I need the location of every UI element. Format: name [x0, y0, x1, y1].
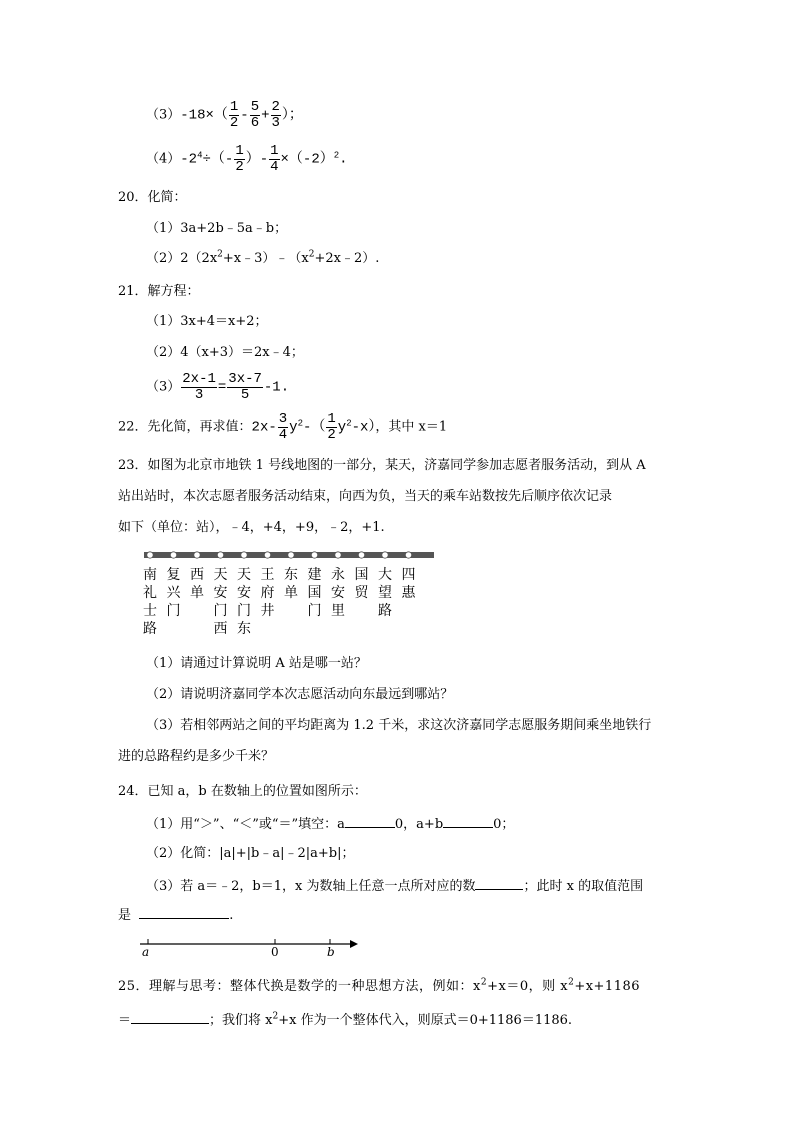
station-dot: [264, 552, 270, 558]
q23-line2: 站出站时，本次志愿者服务活动结束，向西为负，当天的乘车站数按先后顺序依次记录: [118, 489, 613, 504]
q22-m5: -x）: [351, 419, 376, 436]
exponent: 2: [217, 249, 223, 260]
station-char: 复: [166, 567, 181, 583]
station-dot: [335, 552, 341, 558]
axis-label-b: b: [327, 945, 335, 959]
q25-l2-c: +x 作为一个整体代入，则原式＝0+1186＝1186.: [278, 1013, 573, 1028]
q21-title: 21．解方程：: [118, 284, 200, 299]
station-dot: [241, 552, 247, 558]
q24-p3-a: （3）若 a＝﹣2，b＝1，x 为数轴上任意一点所对应的数: [146, 879, 476, 894]
q24-p1-b: 0，a+b: [394, 817, 444, 832]
station-dot: [217, 552, 223, 558]
axis-label-a: a: [142, 945, 150, 959]
station-char: 里: [331, 603, 345, 619]
answer-blank[interactable]: [475, 878, 523, 890]
station-char: 大: [378, 567, 392, 583]
q22-pre: 22．先化简，再求值：: [118, 419, 252, 435]
operator: +: [261, 107, 270, 124]
station-char: 礼: [143, 585, 157, 601]
q19-p3-label: （3）: [146, 107, 181, 123]
fraction: $\frac{1}{2}$: [235, 143, 244, 175]
q25-l1-a: 25．理解与思考：整体代换是数学的一种思想方法，例如：x: [118, 979, 481, 994]
station-char: 天: [237, 567, 251, 583]
q25-l1-c: +x+1186: [574, 979, 641, 994]
exponent: 2: [346, 418, 352, 429]
q19-part4: [146, 144, 348, 174]
q22-m3: -（: [302, 419, 326, 436]
station-char: 西: [213, 621, 228, 637]
exponent: 2: [333, 150, 340, 161]
q24-part1: [146, 816, 514, 831]
station-dot: [288, 552, 294, 558]
station-char: 南: [143, 567, 157, 583]
answer-blank[interactable]: [443, 816, 493, 828]
q24-p4-b: .: [229, 908, 234, 923]
q19-part3: [146, 100, 303, 130]
q23-line3: 如下（单位：站），﹣4，+4，+9，﹣2，+1.: [118, 520, 385, 535]
q22: [118, 412, 447, 442]
q21-p3-label: （3）: [146, 379, 181, 395]
q19-p4-label: （4）: [146, 151, 181, 167]
q19-p3-post: ）；: [281, 107, 303, 124]
station-char: 东: [237, 621, 251, 637]
fraction: $\frac{2}{3}$: [271, 99, 280, 131]
station-char: 单: [190, 585, 204, 601]
station-char: 西: [190, 567, 204, 583]
q24-title: 24．已知 a，b 在数轴上的位置如图所示：: [118, 784, 367, 799]
station-name: [354, 566, 370, 602]
station-char: 惠: [401, 585, 416, 601]
q19-p3-pre: -18×（: [180, 107, 228, 124]
station-char: 士: [143, 603, 157, 619]
q22-m2: y: [289, 419, 298, 436]
station-char: 建: [307, 567, 322, 583]
station-name: [166, 566, 182, 620]
number-line: [140, 936, 360, 962]
q23-sub1: （1）请通过计算说明 A 站是哪一站？: [146, 656, 367, 671]
station-char: 四: [401, 567, 416, 583]
station-char: 门: [166, 603, 181, 619]
q24-part3-cont: [118, 907, 233, 922]
station-dot: [311, 552, 317, 558]
q25-l2-a: ＝: [118, 1013, 132, 1028]
q20-p2-c: +2x﹣2）.: [314, 251, 380, 266]
station-name: [330, 566, 346, 620]
q23-sub3a: （3）若相邻两站之间的平均距离为 1.2 千米，求这次济嘉同学志愿服务期间乘坐地铁行: [146, 718, 652, 733]
q22-m1: 2x-: [251, 419, 277, 436]
station-name: [260, 566, 276, 620]
answer-blank[interactable]: [139, 907, 229, 919]
fraction: $\frac{5}{6}$: [250, 99, 260, 131]
exponent: 4: [197, 150, 203, 161]
station-char: 安: [331, 585, 345, 601]
station-char: 王: [260, 567, 275, 583]
station-name: [213, 566, 229, 638]
station-dot: [405, 552, 411, 558]
q23-sub2: （2）请说明济嘉同学本次志愿活动向东最远到哪站？: [146, 687, 454, 702]
axis-label-0: 0: [271, 945, 279, 959]
exponent: 2: [308, 249, 315, 260]
subway-map: [144, 548, 434, 562]
station-char: 东: [284, 567, 298, 583]
q19-p4-pre: -2: [180, 151, 198, 168]
q19-p4-mid: ÷（-: [202, 151, 234, 168]
station-name: [236, 566, 252, 638]
fraction: $\frac{3x-7}{5}$: [228, 371, 262, 403]
station-dot: [147, 552, 153, 558]
q21-p3-post: -1.: [263, 379, 290, 396]
q19-p4-mid2: ）-: [245, 151, 269, 168]
fraction: $\frac{1}{4}$: [270, 143, 279, 175]
station-name: [189, 566, 205, 602]
q23-sub3b: 进的总路程约是多少千米？: [118, 749, 275, 764]
answer-blank[interactable]: [131, 1012, 209, 1024]
q25-line1: [118, 977, 641, 994]
q20-p2-a: （2）2（2x: [146, 251, 218, 266]
q24-part3: [146, 878, 643, 893]
subway-line: [144, 548, 434, 562]
station-char: 贸: [354, 585, 369, 601]
station-char: 单: [284, 585, 298, 601]
fraction: $\frac{1}{2}$: [229, 99, 239, 131]
q23-line1: 23．如图为北京市地铁 1 号线地图的一部分，某天，济嘉同学参加志愿者服务活动，到从 A: [118, 458, 646, 473]
station-char: 井: [260, 603, 275, 619]
q20-p2-b: +x﹣3）﹣（x: [222, 251, 309, 266]
fraction: $\frac{2x-1}{3}$: [182, 371, 216, 403]
q19-p4-post: ×（-2）: [280, 151, 334, 168]
station-dot: [194, 552, 200, 558]
q24-p1-c: 0；: [493, 817, 515, 832]
station-char: 望: [378, 585, 392, 601]
station-char: 永: [331, 567, 345, 583]
answer-blank[interactable]: [345, 816, 395, 828]
exponent: 2: [272, 1011, 279, 1022]
station-char: 安: [213, 585, 228, 601]
station-char: 府: [260, 585, 275, 601]
q25-l2-b: ；我们将 x: [209, 1013, 273, 1028]
exponent: 2: [480, 977, 488, 988]
station-char: 兴: [166, 585, 181, 601]
station-char: 门: [307, 603, 322, 619]
q25-line2: [118, 1012, 572, 1027]
station-char: 门: [237, 603, 251, 619]
operator: -: [240, 107, 249, 124]
station-char: 路: [143, 621, 157, 637]
station-dot: [382, 552, 388, 558]
q21-part1: （1）3x+4＝x+2；: [146, 314, 268, 329]
station-name: [307, 566, 323, 620]
station-char: 天: [213, 567, 228, 583]
q20-part2: [146, 249, 380, 266]
q21-part3: [146, 372, 289, 402]
axis-arrow: [350, 940, 358, 948]
fraction: $\frac{3}{4}$: [278, 411, 288, 443]
q24-p1-a: （1）用“＞”、“＜”或“＝”填空：a: [146, 817, 345, 832]
q24-part2: （2）化简：|a|+|b﹣a|﹣2|a+b|；: [146, 846, 355, 861]
q20-part1: （1）3a+2b﹣5a﹣b；: [146, 221, 288, 236]
fraction: $\frac{1}{2}$: [327, 411, 336, 443]
operator: =: [217, 379, 227, 396]
q24-p3-b: ；此时 x 的取值范围: [523, 879, 644, 894]
q24-p4-a: 是: [118, 908, 132, 923]
station-char: 路: [378, 603, 392, 619]
station-char: 门: [213, 603, 228, 619]
station-name: [142, 566, 158, 638]
station-name: [401, 566, 417, 602]
q22-post: ，其中 x＝1: [375, 419, 448, 435]
q25-l1-b: +x＝0，则 x: [487, 979, 569, 994]
station-name: [283, 566, 299, 602]
q22-m4: y: [337, 419, 347, 436]
station-dot: [170, 552, 176, 558]
exponent: 2: [568, 977, 575, 988]
station-dot: [358, 552, 364, 558]
station-char: 国: [307, 585, 322, 601]
station-char: 安: [237, 585, 251, 601]
q19-p4-end: .: [339, 151, 348, 168]
station-name: [377, 566, 393, 620]
q20-title: 20．化简：: [118, 190, 187, 205]
q21-part2: （2）4（x+3）＝2x﹣4；: [146, 345, 304, 360]
station-char: 国: [354, 567, 369, 583]
exponent: 2: [297, 418, 303, 429]
